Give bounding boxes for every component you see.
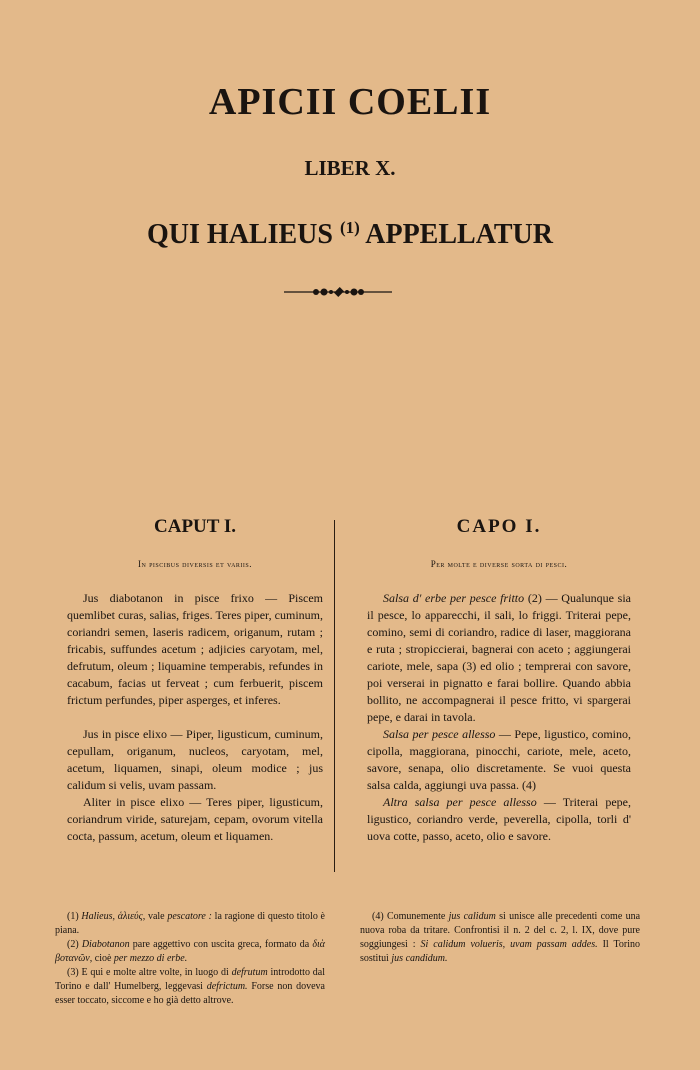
italian-paragraph: Altra salsa per pesce allesso — Triterai pepe, ligustico, coriandro verde, peverella, cipolla, torli d' uova cotte, passo, aceto, olio e savore. [367,795,631,843]
page-title: APICII COELII [208,81,492,123]
book-subtitle: QUI HALIEUS $^{(1)}$ APPELLATUR [147,218,553,250]
italian-paragraph: Salsa d' erbe per pesce fritto (2) — Qualunque sia il pesce, lo apparecchi, il sali, lo friggi. Triterai pepe, comino, semi di coriandro, radice di laser, maggiorana e ruta ; stropiccierai, bagnerai con aceto ; aggiungerai cariote, mele, sapa (3) ed olio ; temprerai con savore, poi verserai in pignatto e farai bollire. Quando abbia bollito, ne accompagnerai il pesce fritto, vi spargerai pepe, e darai in tavola. [367,591,631,724]
latin-paragraph: Aliter in pisce elixo — Teres piper, ligusticum, coriandrum viride, saturejam, cepam, ovorum vitella cocta, passum, acetum, oleum et liquamen. [67,795,323,843]
right-chapter-heading: CAPO I. [456,516,542,537]
footnote: (3) E qui e molte altre volte, in luogo di defrutum introdotto dal Torino e dall' Humelberg, leggevasi defrictum. Forse non doveva esser toccato, siccome e ho già detto altrove. [55,967,325,1006]
footnote: (1) Halieus, ἁλιεύς, vale pescatore : la ragione di questo titolo è piana. [55,911,325,936]
italian-text [367,590,631,845]
footnote-marker: (1) [339,218,360,237]
latin-paragraph: Jus diabotanon in pisce frixo — Piscem quemlibet curas, salias, friges. Teres piper, cuminum, coriandri semen, laseris radicem, origanum, rutam ; fricabis, suffundes acetum ; adjicies caryotam, mel, defrutum, oleum ; liquamine temperabis, refundes in cacabum, facias ut ferveat ; cum ferbuerit, piscem frictum perfundes, piper asperges, et inferes. [67,591,323,707]
footnotes-right [360,910,640,966]
column-divider [334,520,335,872]
footnotes-left [55,910,325,1008]
footnote: (4) Comunemente jus calidum si unisce alle precedenti come una nuova roba da tritare. Confrontisi il n. 2 del c. 2, l. IX, dove pure soggiungesi : Si calidum volueris, uvam passam addes. Il Torino sostituì jus candidum. [360,911,641,964]
latin-text [67,590,323,845]
right-chapter-subheading: Per molte e diverse sorta di pesci. [430,559,568,569]
italian-paragraph: Salsa per pesce allesso — Pepe, ligustico, comino, cipolla, maggiorana, pinocchi, cariote, mele, aceto, savore, senapa, olio discretamente. Se vuoi questa salsa calda, aggiungi uva passa. (4) [367,727,632,792]
latin-paragraph: Jus in pisce elixo — Piper, ligusticum, cuminum, cepullam, origanum, nucleos, caryotam, mel, acetum, liquamen, sinapi, oleum modice ; jus calidum si velis, uvam passam. [67,727,323,792]
book-number: LIBER X. [304,156,396,180]
footnote: (2) Diabotanon pare aggettivo con uscita greca, formato da διὰ βοτανῶν, cioè per mezzo di erbe. [55,939,325,964]
left-chapter-heading: CAPUT I. [154,516,236,537]
ornament-divider [284,284,392,300]
left-chapter-subheading: In piscibus diversis et variis. [138,559,252,569]
